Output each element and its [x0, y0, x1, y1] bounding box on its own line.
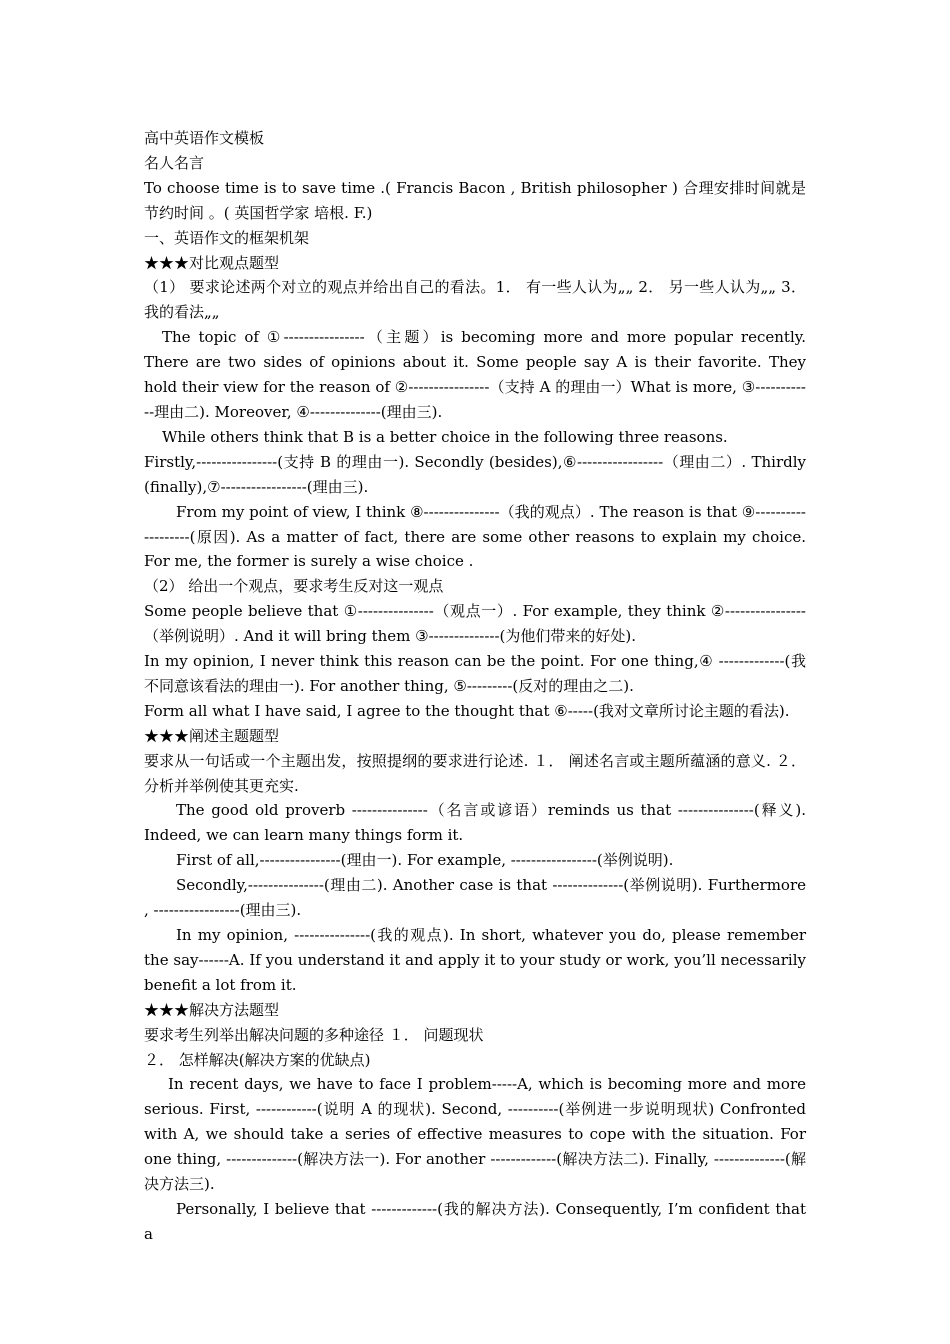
template-paragraph: Personally, I believe that -------------(我的解决方法). Consequently, I’m confident that a — [144, 1199, 806, 1243]
template-paragraph: Form all what I have said, I agree to the thought that ⑥-----(我对文章所讨论主题的看法). — [144, 701, 790, 720]
template-paragraph: The topic of ①----------------（主题）is becoming more and more popular recently. There are two sides of opinions about it. Some people say A is their favorite. They hold their view for the reason of ②----------------（支持 A 的理由一）What is more, ③------------理由二). Moreover, ④--------------(理由三). — [144, 328, 806, 421]
instruction-paragraph: （2） 给出一个观点，要求考生反对这一观点 — [144, 577, 444, 596]
instruction-paragraph: 要求考生列举出解决问题的多种途径 １． 问题现状 — [144, 1025, 484, 1044]
section-heading: 一、英语作文的框架机架 — [144, 228, 310, 247]
template-paragraph: In recent days, we have to face I problem-----A, which is becoming more and more serious. First, ------------(说明 A 的现状). Second, ----------(举例进一步说明现状) Confronted with A, we should take a series of effective measures to cope with the situation. For one thing, --------------(解决方法一). For another -------------(解决方法二). Finally, --------------(解决方法三). — [144, 1075, 806, 1194]
template-paragraph: In my opinion, I never think this reason can be the point. For one thing,④ -------------(我不同意该看法的理由一). For another thing, ⑤---------(反对的理由之二). — [144, 652, 806, 695]
template-paragraph: Firstly,----------------(支持 B 的理由一). Secondly (besides),⑥-----------------（理由二）. Thirdly (finally),⑦-----------------(理由三). — [144, 452, 806, 496]
section-heading: 名人名言 — [144, 153, 205, 172]
template-paragraph: From my point of view, I think ⑧---------------（我的观点）. The reason is that ⑨-------------------(原因). As a matter of fact, there are some other reasons to explain my choice. For me, the former is surely a wise choice . — [144, 502, 806, 571]
instruction-paragraph: 要求从一句话或一个主题出发，按照提纲的要求进行论述. １． 阐述名言或主题所蕴涵的意义. ２． 分析并举例使其更充实. — [144, 751, 806, 795]
template-paragraph: First of all,----------------(理由一). For example, -----------------(举例说明). — [176, 851, 674, 870]
topic-heading: ★★★阐述主题题型 — [144, 726, 280, 745]
topic-heading: ★★★解决方法题型 — [144, 1000, 280, 1019]
template-paragraph: Secondly,---------------(理由二). Another case is that --------------(举例说明). Furthermore , -----------------(理由三). — [144, 876, 806, 920]
quote-paragraph: To choose time is to save time .( Francis Bacon , British philosopher ) 合理安排时间就是节约时间 。( 英国哲学家 培根. F.) — [144, 178, 806, 222]
instruction-paragraph: ２． 怎样解决(解决方案的优缺点) — [144, 1050, 371, 1069]
template-paragraph: Some people believe that ①---------------（观点一）. For example, they think ②----------------（举例说明）. And it will bring them ③--------------(为他们带来的好处). — [144, 602, 806, 646]
topic-heading: ★★★对比观点题型 — [144, 253, 280, 272]
template-paragraph: In my opinion, ---------------(我的观点). In short, whatever you do, please remember the say------A. If you understand it and apply it to your study or work, you’ll necessarily benefit a lot from it. — [144, 926, 806, 994]
doc-title: 高中英语作文模板 — [144, 129, 265, 147]
template-paragraph: The good old proverb ---------------（名言或谚语）reminds us that ---------------(释义). Indeed, we can learn many things form it. — [144, 801, 806, 845]
document-page — [144, 126, 806, 1247]
instruction-paragraph: （1） 要求论述两个对立的观点并给出自己的看法。1． 有一些人认为„„ 2． 另一些人认为„„ 3． 我的看法„„ — [144, 278, 806, 322]
template-paragraph: While others think that B is a better choice in the following three reasons. — [162, 427, 728, 446]
